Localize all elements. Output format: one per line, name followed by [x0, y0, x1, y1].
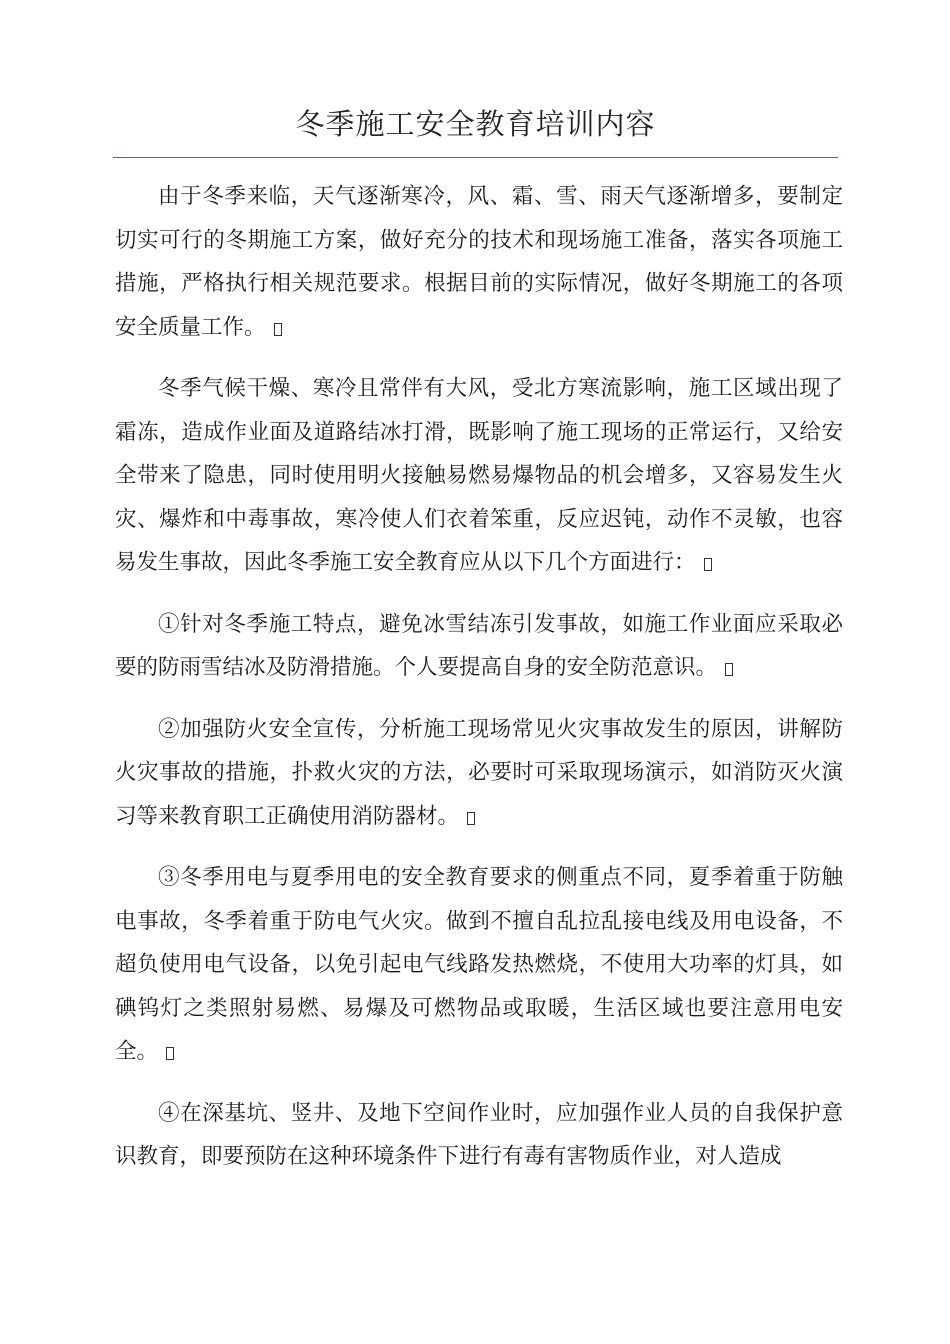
paragraph-mark-icon	[166, 1047, 174, 1060]
paragraph-climate	[115, 367, 843, 585]
paragraph-text: ②加强防火安全宣传，分析施工现场常见火灾事故发生的原因，讲解防火灾事故的措施，扑救火灾的方法，必要时可采取现场演示，如消防灭火演习等来教育职工正确使用消防器材。	[115, 716, 843, 829]
paragraph-mark-icon	[274, 323, 282, 336]
paragraph-item-1	[115, 603, 843, 690]
document-body	[115, 175, 843, 1197]
paragraph-text: 冬季气候干燥、寒冷且常伴有大风，受北方寒流影响，施工区域出现了霜冻，造成作业面及道路结冰打滑，既影响了施工现场的正常运行，又给安全带来了隐患，同时使用明火接触易燃易爆物品的机会增多，又容易发生火灾、爆炸和中毒事故，寒冷使人们衣着笨重，反应迟钝，动作不灵敏，也容易发生事故，因此冬季施工安全教育应从以下几个方面进行：	[115, 376, 843, 575]
paragraph-mark-icon	[704, 558, 712, 571]
title-divider	[113, 157, 838, 158]
paragraph-item-4	[115, 1092, 843, 1179]
paragraph-intro	[115, 175, 843, 349]
paragraph-text: 由于冬季来临，天气逐渐寒冷，风、霜、雪、雨天气逐渐增多，要制定切实可行的冬期施工方案，做好充分的技术和现场施工准备，落实各项施工措施，严格执行相关规范要求。根据目前的实际情况，做好冬期施工的各项安全质量工作。	[115, 184, 843, 340]
paragraph-text: ①针对冬季施工特点，避免冰雪结冻引发事故，如施工作业面应采取必要的防雨雪结冰及防滑措施。个人要提高自身的安全防范意识。	[115, 611, 843, 680]
paragraph-mark-icon	[467, 812, 475, 825]
paragraph-item-2	[115, 708, 843, 839]
paragraph-text: ④在深基坑、竖井、及地下空间作业时，应加强作业人员的自我保护意识教育，即要预防在这种环境条件下进行有毒有害物质作业，对人造成	[115, 1100, 843, 1169]
paragraph-item-3	[115, 856, 843, 1074]
document-title: 冬季施工安全教育培训内容	[295, 107, 656, 141]
paragraph-mark-icon	[725, 663, 733, 676]
paragraph-text: ③冬季用电与夏季用电的安全教育要求的侧重点不同，夏季着重于防触电事故，冬季着重于防电气火灾。做到不擅自乱拉乱接电线及用电设备，不超负使用电气设备，以免引起电气线路发热燃烧，不使用大功率的灯具，如碘钨灯之类照射易燃、易爆及可燃物品或取暖，生活区域也要注意用电安全。	[115, 865, 843, 1064]
